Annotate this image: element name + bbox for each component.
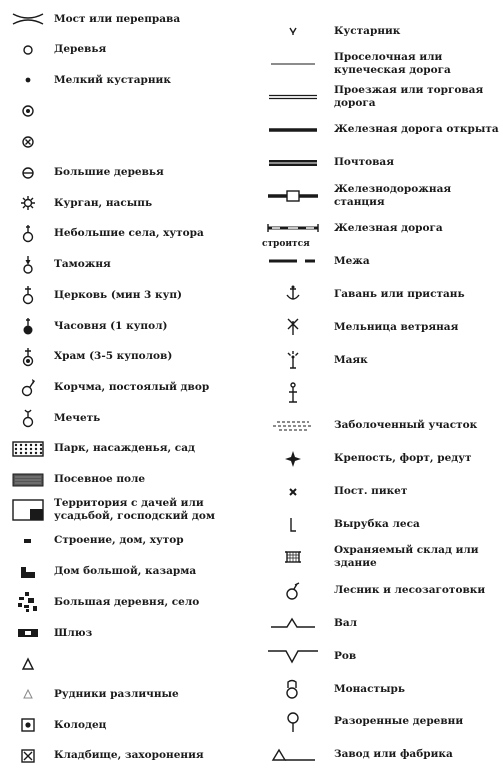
windmill-icon xyxy=(262,314,324,340)
small-triangle-icon xyxy=(8,681,48,707)
legend-entry-temple xyxy=(8,344,246,370)
legend-entry-monastery xyxy=(262,676,502,702)
legend-entry-chapel xyxy=(8,313,246,339)
legend-entry-mines xyxy=(8,681,246,707)
lock-icon xyxy=(8,620,48,646)
legend-entry-church xyxy=(8,282,246,308)
legend-entry-big-village xyxy=(8,589,246,615)
legend-entry-felling xyxy=(262,512,502,538)
legend-label: Церковь (мин 3 куп) xyxy=(54,288,182,301)
legend-entry-big-trees xyxy=(8,160,246,186)
legend-entry-shrub xyxy=(262,18,502,44)
legend-entry-warehouse xyxy=(262,544,502,570)
legend-label: Ров xyxy=(334,649,357,662)
legend-label: Почтовая xyxy=(334,156,394,169)
cemetery-icon xyxy=(8,743,48,769)
legend-label: Небольшие села, хутора xyxy=(54,227,204,240)
legend-label: Мечеть xyxy=(54,411,101,424)
felling-icon xyxy=(262,512,324,538)
small-circle-icon xyxy=(8,37,48,63)
legend-entry-rampart xyxy=(262,610,502,636)
shrub-icon xyxy=(262,18,324,44)
ruined-icon xyxy=(262,709,324,735)
barracks-icon xyxy=(8,559,48,585)
warehouse-icon xyxy=(262,544,324,570)
legend-label: Мельница ветряная xyxy=(334,320,459,333)
big-village-icon xyxy=(8,589,48,615)
legend-label: Мелкий кустарник xyxy=(54,73,171,86)
legend-entry-picket xyxy=(262,479,502,505)
legend-entry-blank2 xyxy=(8,129,246,155)
swamp-icon xyxy=(262,413,324,439)
legend-label: Дом большой, казарма xyxy=(54,565,197,578)
dot-icon xyxy=(8,67,48,93)
legend-label: Таможня xyxy=(54,258,111,271)
legend-label: Посевное поле xyxy=(54,473,146,485)
well-icon xyxy=(8,712,48,738)
legend-entry-trade-road xyxy=(262,84,502,110)
legend-label: Заболоченный участок xyxy=(334,419,478,432)
legend-label: Большая деревня, село xyxy=(54,595,200,608)
sun-star-icon xyxy=(8,190,48,216)
picket-icon xyxy=(262,479,324,505)
legend-label: Мост или переправа xyxy=(54,12,181,25)
legend-entry-park xyxy=(8,436,246,462)
legend-entry-small-shrub xyxy=(8,67,246,93)
legend-entry-blank1 xyxy=(8,98,246,124)
fortress-star-icon xyxy=(262,446,324,472)
legend-entry-cemetery xyxy=(8,743,246,769)
cross-figure-icon xyxy=(262,380,324,406)
thick-line-icon xyxy=(262,117,324,143)
factory-icon xyxy=(262,742,324,768)
legend-label: Железнодорожная станция xyxy=(334,182,452,208)
legend-label: Разоренные деревни xyxy=(334,715,464,728)
legend-entry-railway-open xyxy=(262,117,502,143)
legend-entry-rail-station xyxy=(262,183,502,209)
legend-entry-trees xyxy=(8,37,246,63)
legend-entry-field xyxy=(8,467,246,493)
circle-cross-icon xyxy=(8,129,48,155)
legend-entry-customs xyxy=(8,252,246,278)
forester-icon xyxy=(262,577,324,603)
legend-label: Деревья xyxy=(54,43,107,56)
legend-label: Завод или фабрика xyxy=(334,748,453,761)
legend-entry-ruined xyxy=(262,709,502,735)
legend-label: Пост. пикет xyxy=(334,485,408,498)
legend-label: Железная дорога xyxy=(334,221,443,234)
estate-icon xyxy=(8,497,48,523)
legend-label: Межа xyxy=(334,254,370,267)
legend-entry-building xyxy=(8,528,246,554)
legend-label: Охраняемый склад или здание xyxy=(334,544,479,570)
legend-label: Колодец xyxy=(54,718,107,731)
legend-entry-factory xyxy=(262,742,502,768)
legend-label: Гавань или пристань xyxy=(334,287,465,300)
mosque-icon xyxy=(8,405,48,431)
legend-entry-harbor xyxy=(262,281,502,307)
post-road-icon xyxy=(262,150,324,176)
legend-entry-well xyxy=(8,712,246,738)
legend-entry-villages xyxy=(8,221,246,247)
legend-entry-boundary xyxy=(262,248,502,274)
circle-line-icon xyxy=(8,160,48,186)
thin-line-icon xyxy=(262,51,324,77)
ditch-icon xyxy=(262,643,324,669)
legend-label: Храм (3-5 куполов) xyxy=(54,350,173,363)
legend-entry-dirt-road xyxy=(262,51,502,77)
legend-label: Большие деревья xyxy=(54,166,164,178)
legend-label: Крепость, форт, редут xyxy=(334,452,472,465)
legend-label: Вырубка леса xyxy=(334,518,420,530)
monastery-icon xyxy=(262,676,324,702)
customs-icon xyxy=(8,252,48,278)
legend-label: Часовня (1 купол) xyxy=(54,319,168,332)
legend-entry-dacha xyxy=(8,497,246,523)
legend-label: Территория с дачей или усадьбой, господский дом xyxy=(54,497,215,523)
legend-entry-kurgan xyxy=(8,190,246,216)
field-icon xyxy=(8,467,48,493)
legend-entry-barracks xyxy=(8,559,246,585)
legend-entry-swamp xyxy=(262,413,502,439)
legend-label: Курган, насыпь xyxy=(54,196,153,209)
legend-label: Рудники различные xyxy=(54,687,179,700)
triangle-icon xyxy=(8,651,48,677)
dash-line-icon xyxy=(262,248,324,274)
legend-entry-lock xyxy=(8,620,246,646)
legend-entry-post-road xyxy=(262,150,502,176)
legend-entry-windmill xyxy=(262,314,502,340)
legend-label: Лесник и лесозаготовки xyxy=(334,583,486,596)
park-grid-icon xyxy=(8,436,48,462)
legend-entry-bridge xyxy=(8,6,246,32)
rail-building-icon xyxy=(262,215,324,241)
legend-label: Парк, насажденья, сад xyxy=(54,442,195,455)
lighthouse-icon xyxy=(262,347,324,373)
temple-icon xyxy=(8,344,48,370)
anchor-icon xyxy=(262,281,324,307)
legend-entry-ditch xyxy=(262,643,502,669)
legend-label: Корчма, постоялый двор xyxy=(54,380,210,393)
circle-dot-icon xyxy=(8,98,48,124)
bridge-icon xyxy=(8,6,48,32)
building-icon xyxy=(8,528,48,554)
station-icon xyxy=(262,183,324,209)
legend-label: Монастырь xyxy=(334,682,406,695)
legend-label: Вал xyxy=(334,616,358,629)
legend-entry-mosque xyxy=(8,405,246,431)
legend-label: Кладбище, захоронения xyxy=(54,749,204,762)
double-line-icon xyxy=(262,84,324,110)
legend-label: Маяк xyxy=(334,353,368,366)
legend-label: Проселочная или купеческая дорога xyxy=(334,50,451,76)
legend-entry-railway-build xyxy=(262,215,502,250)
village-icon xyxy=(8,221,48,247)
legend-label: Проезжая или торговая дорога xyxy=(334,83,484,109)
rampart-icon xyxy=(262,610,324,636)
legend-label: Железная дорога открыта xyxy=(334,123,499,136)
legend-entry-lighthouse xyxy=(262,347,502,373)
legend-entry-blank3 xyxy=(8,651,246,677)
chapel-icon xyxy=(8,313,48,339)
legend-entry-inn xyxy=(8,374,246,400)
legend-entry-fortress xyxy=(262,446,502,472)
legend-label: Кустарник xyxy=(334,24,401,37)
legend-entry-blank4 xyxy=(262,380,502,406)
legend-sublabel: строится xyxy=(262,239,310,250)
legend-entry-forester xyxy=(262,577,502,603)
legend-label: Строение, дом, хутор xyxy=(54,534,184,547)
inn-icon xyxy=(8,374,48,400)
church-icon xyxy=(8,282,48,308)
legend-label: Шлюз xyxy=(54,626,93,639)
